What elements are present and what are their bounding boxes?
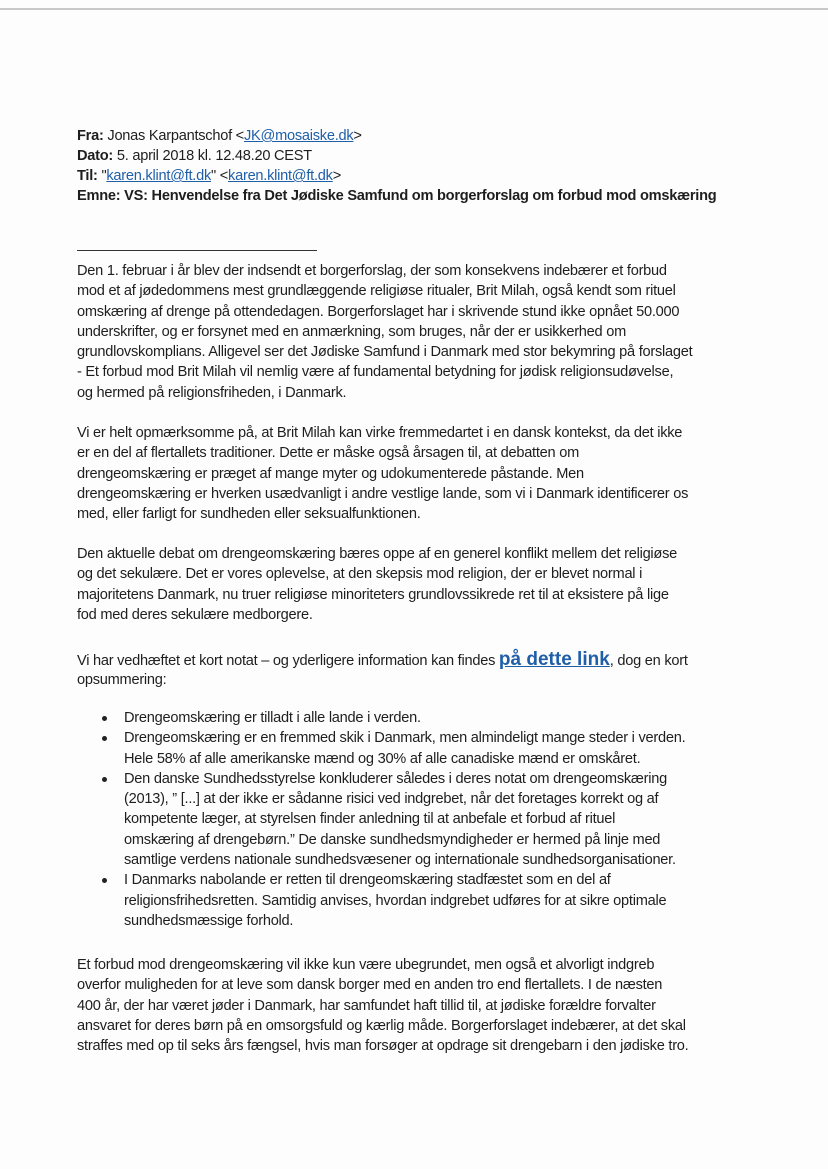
text-line: Vi er helt opmærksomme på, at Brit Milah kan virke fremmedartet i en dansk kontekst, da det ikke: [77, 425, 683, 441]
paragraph-4: [77, 650, 688, 691]
to-quote: ": [101, 168, 107, 184]
text-line: og hermed på religionsfriheden, i Danmark.: [77, 384, 347, 401]
date-value: 5. april 2018 kl. 12.48.20 CEST: [116, 148, 312, 164]
to-line: [77, 166, 716, 186]
scan-edge-line: [0, 8, 828, 10]
separator-rule: [77, 250, 317, 251]
text-line: I Danmarks nabolande er retten til drengeomskæring stadfæstet som en del af: [124, 872, 611, 889]
text-line: og det sekulære. Det er vores oplevelse, at den skepsis mod religion, der er blevet normal i: [77, 566, 643, 583]
to-label: Til:: [77, 168, 98, 184]
text-line: grundlovskomplians. Alligevel ser det Jødiske Samfund i Danmark med stor bekymring på forslaget: [77, 344, 693, 361]
subject-label: Emne:: [77, 188, 121, 204]
text-line: overfor muligheden for at leve som dansk borger med en anden tro end flertallets. I de næsten: [77, 977, 663, 994]
to-email-link-1[interactable]: karen.klint@ft.dk: [106, 168, 212, 184]
text-line: drengeomskæring er præget af mange myter og udokumenterede påstande. Men: [77, 465, 584, 482]
list-item: [77, 870, 685, 931]
text-span: , dog en kort: [609, 653, 688, 669]
text-line: opsummering:: [77, 672, 167, 689]
text-line: 400 år, der har været jøder i Danmark, har samfundet haft tillid til, at jødiske forældre forvalter: [77, 997, 656, 1014]
from-name: Jonas Karpantschof <: [107, 128, 244, 144]
bullet-icon: [102, 878, 107, 883]
text-line: - Et forbud mod Brit Milah vil nemlig være af fundamental betydning for jødisk religionsudøvelse,: [77, 364, 674, 381]
text-line: med, eller farligt for sundheden eller seksualfunktionen.: [77, 506, 421, 523]
date-line: [77, 146, 716, 166]
paragraph-2: [77, 423, 688, 524]
text-line: underskrifter, og er forsynet med en anmærkning, som bruges, når der er usikkerhed om: [77, 323, 626, 340]
list-item: [77, 769, 685, 870]
date-label: Dato:: [77, 148, 114, 164]
text-span: Vi har vedhæftet et kort notat – og yderligere information kan findes: [77, 653, 499, 669]
to-quote-2: " <: [211, 168, 229, 184]
text-line: Drengeomskæring er en fremmed skik i Danmark, men almindeligt mange steder i verden.: [124, 730, 686, 747]
text-line: samtlige verdens nationale sundhedsvæsener og internationale sundhedsorganisationer.: [124, 852, 676, 869]
bullet-icon: [102, 777, 107, 782]
text-line: (2013), ” [...] at der ikke er sådanne risici ved indgrebet, når det foretages korrekt og af: [124, 791, 659, 808]
text-line: Den 1. februar i år blev der indsendt et borgerforslag, der som konsekvens indebærer et forbud: [77, 263, 667, 279]
text-line: straffes med op til seks års fængsel, hvis man forsøger at opdrage sit drengebarn i den jødiske tro.: [77, 1038, 689, 1055]
list-item: [77, 728, 685, 769]
text-line: Den danske Sundhedsstyrelse konkluderer således i deres notat om drengeomskæring: [124, 770, 667, 787]
paragraph-1: [77, 261, 692, 403]
text-line: Drengeomskæring er tilladt i alle lande i verden.: [124, 710, 421, 726]
summary-list: [77, 708, 685, 931]
text-line: er en del af flertallets traditioner. Dette er måske også årsagen til, at debatten om: [77, 445, 579, 462]
email-header: [77, 126, 716, 206]
from-close: >: [353, 128, 362, 144]
text-line: kompetente læger, at styrelsen finder anledning til at anbefale et forbud af rituel: [124, 811, 616, 828]
from-email-link[interactable]: JK@mosaiske.dk: [243, 128, 354, 144]
bullet-icon: [102, 716, 107, 721]
text-line: Hele 58% af alle amerikanske mænd og 30% af alle canadiske mænd er omskåret.: [124, 750, 641, 767]
info-link[interactable]: på dette link: [498, 649, 610, 670]
text-line: ansvaret for deres børn på en omsorgsfuld og kærlig måde. Borgerforslaget indebærer, at det skal: [77, 1017, 686, 1034]
text-line: omskæring af drenge på ottendedagen. Borgerforslaget har i skrivende stund ikke opnået 50.000: [77, 303, 680, 320]
paragraph-5: [77, 955, 688, 1056]
text-line: religionsfrihedsretten. Samtidig anvises, hvordan indgrebet udføres for at sikre optimale: [124, 892, 667, 909]
text-line: sundhedsmæssige forhold.: [124, 912, 294, 929]
to-close: >: [332, 168, 341, 184]
subject-line: [77, 186, 716, 206]
from-label: Fra:: [77, 128, 104, 144]
text-line: Den aktuelle debat om drengeomskæring bæres oppe af en generel konflikt mellem det religiøse: [77, 546, 677, 562]
from-line: [77, 126, 716, 146]
paragraph-3: [77, 544, 677, 625]
subject-value: VS: Henvendelse fra Det Jødiske Samfund om borgerforslag om forbud mod omskæring: [124, 188, 717, 204]
bullet-icon: [102, 736, 107, 741]
text-line: fod med deres sekulære medborgere.: [77, 606, 313, 623]
text-line: omskæring af drengebørn.” De danske sundhedsmyndigheder er hermed på linje med: [124, 831, 661, 848]
to-email-link-2[interactable]: karen.klint@ft.dk: [228, 168, 333, 184]
text-line: majoritetens Danmark, nu truer religiøse minoriteters grundlovssikrede ret til at eksistere på lige: [77, 586, 669, 603]
text-line: [77, 650, 688, 670]
text-line: mod et af jødedommens mest grundlæggende religiøse ritualer, Brit Milah, også kendt som rituel: [77, 283, 676, 300]
list-item: [77, 708, 685, 728]
text-line: Et forbud mod drengeomskæring vil ikke kun være ubegrundet, men også et alvorligt indgreb: [77, 957, 655, 973]
text-line: drengeomskæring er hverken usædvanligt i andre vestlige lande, som vi i Danmark identificerer os: [77, 485, 689, 502]
